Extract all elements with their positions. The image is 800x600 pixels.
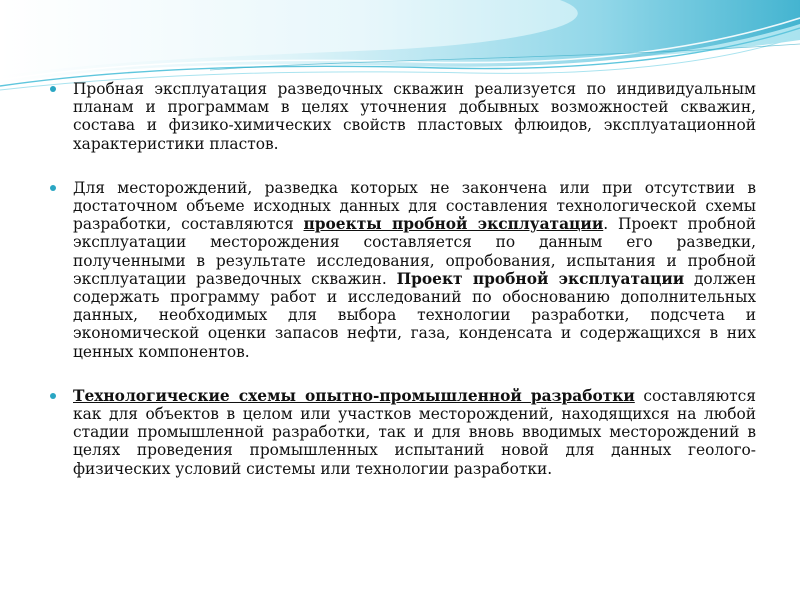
bullet-paragraph-2 [50,179,756,361]
paragraph-text: должен содержать программу работ и исследований по обоснованию дополнительных данных, необходимых для выбора технологии разработки, подсчета и экономической оценки запасов нефти, газа, конденсата и содержащихся в них ценных компонентов. [73,269,757,361]
bullet-paragraph-1 [50,80,756,153]
bullet-dot [50,86,56,92]
emphasis-term: проекты пробной эксплуатации [303,215,604,234]
paragraph-text: . Проект пробной эксплуатации месторождения составляется по данным его разведки, полученными в результате исследования, опробования, испытания и пробной эксплуатации разведочных скважин. [73,215,756,288]
paragraph-text: Пробная эксплуатация разведочных скважин реализуется по индивидуальным планам и программам в целях уточнения добывных возможностей скважин, состава и физико-химических свойств пластовых флюидов, эксплуатационной характеристики пластов. [73,80,756,153]
bullet-dot [50,393,56,399]
bullet-dot [50,185,56,191]
header-wave-decoration [0,0,800,92]
paragraph-text: составляются как для объектов в целом или участков месторождений, находящихся на любой стадии промышленной разработки, так и для вновь вводимых месторождений в целях проведения промышленных испытаний новой для данных геолого-физических условий системы или технологии разработки. [73,386,756,478]
bullet-paragraph-3 [50,387,756,478]
emphasis-term: Технологические схемы опытно-промышленной разработки [73,386,635,405]
bold-term: Проект пробной эксплуатации [396,269,685,288]
content-body [50,80,756,504]
paragraph-text: Для месторождений, разведка которых не закончена или при отсутствии в достаточном объеме исходных данных для составления технологической схемы разработки, составляются [73,178,756,234]
